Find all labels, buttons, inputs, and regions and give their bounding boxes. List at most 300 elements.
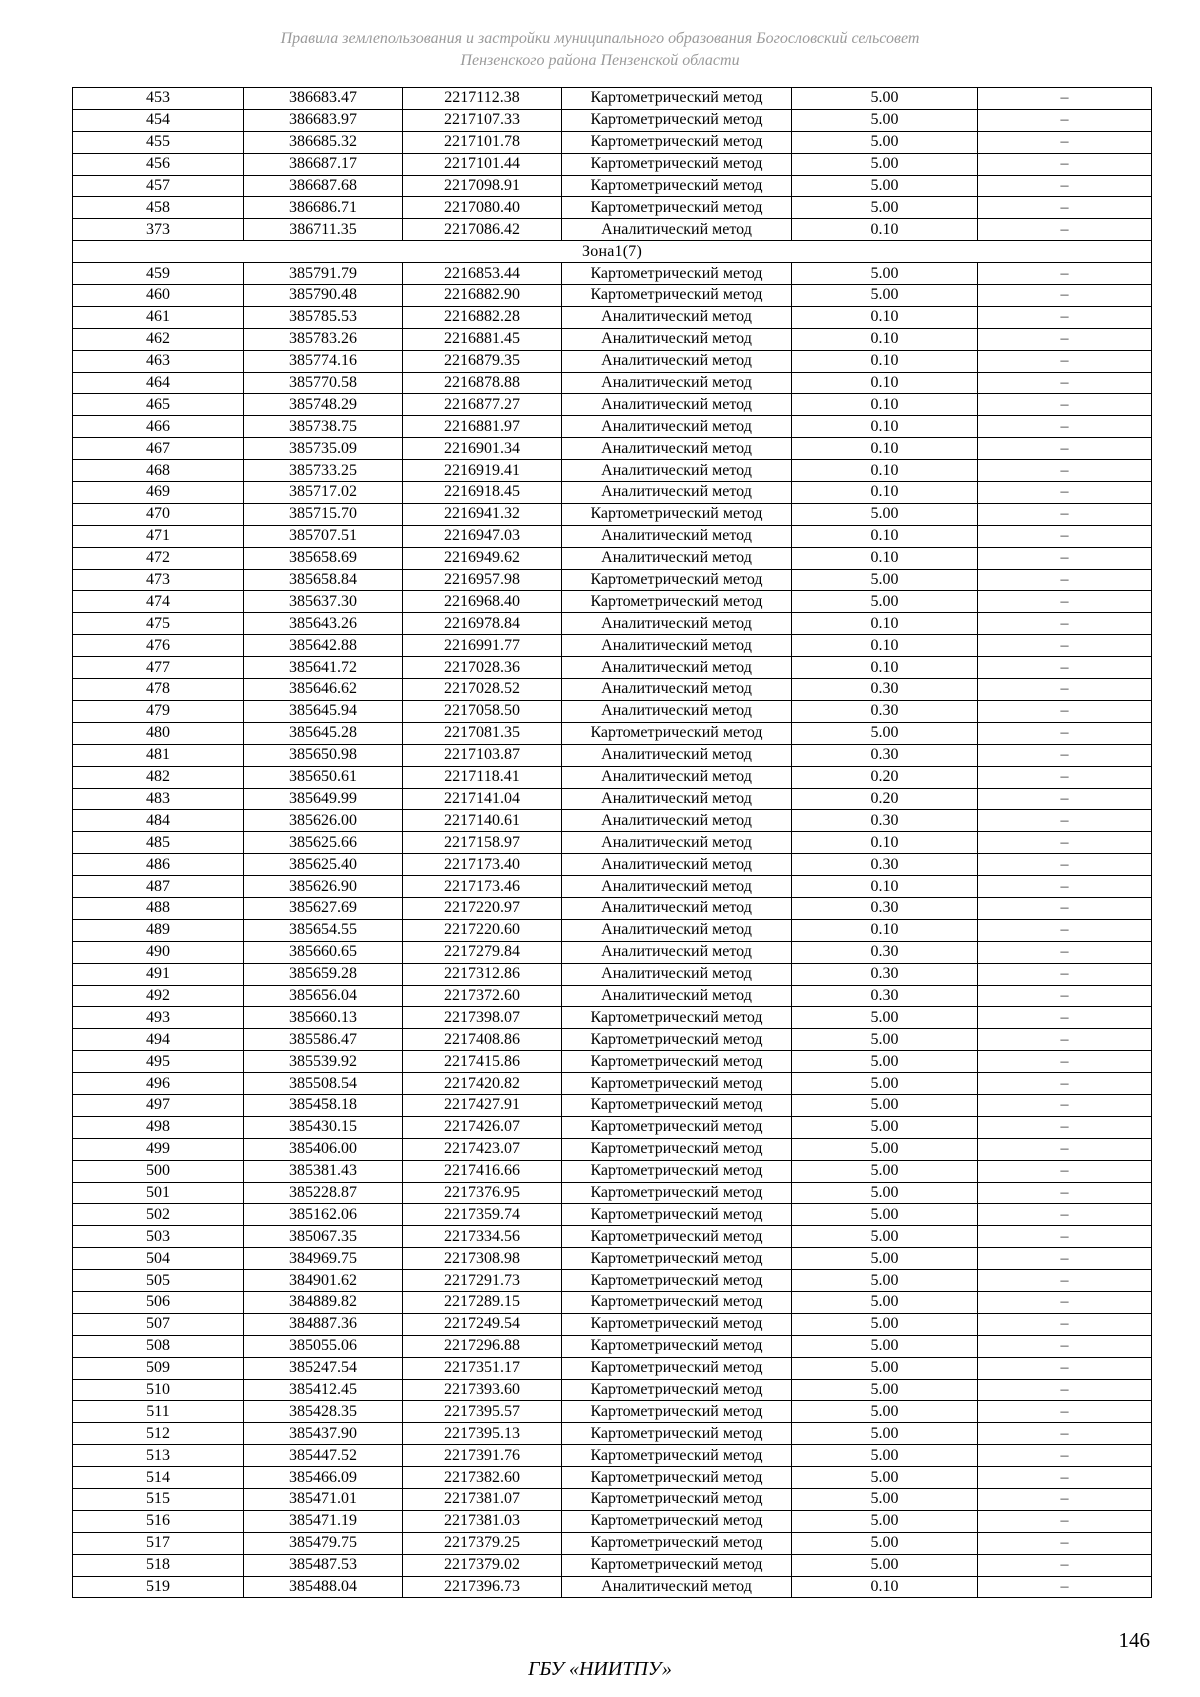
note-cell: – [978, 438, 1152, 460]
table-row [73, 897, 1152, 919]
table-row [73, 1554, 1152, 1576]
y-coordinate-cell: 2216918.45 [403, 482, 562, 504]
y-coordinate-cell: 2217395.13 [403, 1423, 562, 1445]
x-coordinate-cell: 386683.97 [244, 109, 403, 131]
method-cell: Картометрический метод [562, 1554, 792, 1576]
note-cell: – [978, 897, 1152, 919]
table-row [73, 985, 1152, 1007]
method-cell: Аналитический метод [562, 460, 792, 482]
method-cell: Картометрический метод [562, 1029, 792, 1051]
table-row [73, 153, 1152, 175]
accuracy-cell: 0.20 [792, 788, 978, 810]
table-row [73, 635, 1152, 657]
table-row [73, 1291, 1152, 1313]
y-coordinate-cell: 2217220.97 [403, 897, 562, 919]
accuracy-cell: 5.00 [792, 722, 978, 744]
table-row [73, 1226, 1152, 1248]
x-coordinate-cell: 385783.26 [244, 328, 403, 350]
y-coordinate-cell: 2216968.40 [403, 591, 562, 613]
accuracy-cell: 0.10 [792, 350, 978, 372]
note-cell: – [978, 1248, 1152, 1270]
note-cell: – [978, 657, 1152, 679]
point-number-cell: 517 [73, 1532, 244, 1554]
table-row [73, 1270, 1152, 1292]
y-coordinate-cell: 2217028.36 [403, 657, 562, 679]
y-coordinate-cell: 2216877.27 [403, 394, 562, 416]
y-coordinate-cell: 2217382.60 [403, 1467, 562, 1489]
x-coordinate-cell: 385659.28 [244, 963, 403, 985]
point-number-cell: 464 [73, 372, 244, 394]
point-number-cell: 497 [73, 1094, 244, 1116]
y-coordinate-cell: 2217081.35 [403, 722, 562, 744]
table-row [73, 525, 1152, 547]
table-row [73, 1489, 1152, 1511]
x-coordinate-cell: 385658.84 [244, 569, 403, 591]
table-row [73, 109, 1152, 131]
x-coordinate-cell: 385487.53 [244, 1554, 403, 1576]
y-coordinate-cell: 2217308.98 [403, 1248, 562, 1270]
accuracy-cell: 5.00 [792, 153, 978, 175]
method-cell: Аналитический метод [562, 372, 792, 394]
note-cell: – [978, 1226, 1152, 1248]
accuracy-cell: 5.00 [792, 591, 978, 613]
note-cell: – [978, 722, 1152, 744]
note-cell: – [978, 635, 1152, 657]
method-cell: Картометрический метод [562, 175, 792, 197]
x-coordinate-cell: 385650.98 [244, 744, 403, 766]
header-line-2: Пензенского района Пензенской области [460, 52, 740, 69]
y-coordinate-cell: 2217220.60 [403, 919, 562, 941]
table-row [73, 1116, 1152, 1138]
y-coordinate-cell: 2217291.73 [403, 1270, 562, 1292]
method-cell: Аналитический метод [562, 328, 792, 350]
table-row [73, 306, 1152, 328]
method-cell: Картометрический метод [562, 1291, 792, 1313]
note-cell: – [978, 1160, 1152, 1182]
table-row [73, 941, 1152, 963]
method-cell: Картометрический метод [562, 1467, 792, 1489]
method-cell: Аналитический метод [562, 613, 792, 635]
accuracy-cell: 0.10 [792, 219, 978, 241]
note-cell: – [978, 153, 1152, 175]
note-cell: – [978, 700, 1152, 722]
y-coordinate-cell: 2217420.82 [403, 1073, 562, 1095]
note-cell: – [978, 1313, 1152, 1335]
point-number-cell: 502 [73, 1204, 244, 1226]
table-row [73, 503, 1152, 525]
table-row [73, 394, 1152, 416]
y-coordinate-cell: 2216949.62 [403, 547, 562, 569]
table-row [73, 876, 1152, 898]
method-cell: Картометрический метод [562, 591, 792, 613]
note-cell: – [978, 1489, 1152, 1511]
x-coordinate-cell: 385447.52 [244, 1445, 403, 1467]
point-number-cell: 504 [73, 1248, 244, 1270]
table-row [73, 1445, 1152, 1467]
x-coordinate-cell: 385479.75 [244, 1532, 403, 1554]
accuracy-cell: 0.30 [792, 941, 978, 963]
zone-label: Зона1(7) [73, 241, 1152, 263]
accuracy-cell: 0.10 [792, 460, 978, 482]
y-coordinate-cell: 2217395.57 [403, 1401, 562, 1423]
accuracy-cell: 0.10 [792, 482, 978, 504]
method-cell: Аналитический метод [562, 525, 792, 547]
y-coordinate-cell: 2217415.86 [403, 1051, 562, 1073]
y-coordinate-cell: 2217289.15 [403, 1291, 562, 1313]
point-number-cell: 480 [73, 722, 244, 744]
accuracy-cell: 0.10 [792, 416, 978, 438]
point-number-cell: 506 [73, 1291, 244, 1313]
method-cell: Картометрический метод [562, 569, 792, 591]
y-coordinate-cell: 2216881.45 [403, 328, 562, 350]
accuracy-cell: 5.00 [792, 1423, 978, 1445]
table-row [73, 175, 1152, 197]
y-coordinate-cell: 2217107.33 [403, 109, 562, 131]
table-row [73, 788, 1152, 810]
method-cell: Картометрический метод [562, 1116, 792, 1138]
accuracy-cell: 5.00 [792, 1204, 978, 1226]
accuracy-cell: 5.00 [792, 131, 978, 153]
note-cell: – [978, 613, 1152, 635]
x-coordinate-cell: 385748.29 [244, 394, 403, 416]
x-coordinate-cell: 385488.04 [244, 1576, 403, 1598]
table-row [73, 1576, 1152, 1598]
point-number-cell: 460 [73, 285, 244, 307]
x-coordinate-cell: 385645.94 [244, 700, 403, 722]
y-coordinate-cell: 2217359.74 [403, 1204, 562, 1226]
table-row [73, 744, 1152, 766]
y-coordinate-cell: 2217098.91 [403, 175, 562, 197]
note-cell: – [978, 1094, 1152, 1116]
y-coordinate-cell: 2217101.78 [403, 131, 562, 153]
x-coordinate-cell: 385586.47 [244, 1029, 403, 1051]
accuracy-cell: 5.00 [792, 1489, 978, 1511]
x-coordinate-cell: 385735.09 [244, 438, 403, 460]
y-coordinate-cell: 2217393.60 [403, 1379, 562, 1401]
x-coordinate-cell: 386687.17 [244, 153, 403, 175]
note-cell: – [978, 1510, 1152, 1532]
point-number-cell: 471 [73, 525, 244, 547]
y-coordinate-cell: 2216978.84 [403, 613, 562, 635]
note-cell: – [978, 1182, 1152, 1204]
accuracy-cell: 5.00 [792, 1270, 978, 1292]
note-cell: – [978, 416, 1152, 438]
table-row [73, 722, 1152, 744]
accuracy-cell: 5.00 [792, 1313, 978, 1335]
table-row [73, 328, 1152, 350]
point-number-cell: 493 [73, 1007, 244, 1029]
x-coordinate-cell: 385656.04 [244, 985, 403, 1007]
method-cell: Картометрический метод [562, 1007, 792, 1029]
note-cell: – [978, 372, 1152, 394]
note-cell: – [978, 832, 1152, 854]
point-number-cell: 499 [73, 1138, 244, 1160]
y-coordinate-cell: 2217379.02 [403, 1554, 562, 1576]
y-coordinate-cell: 2217396.73 [403, 1576, 562, 1598]
method-cell: Аналитический метод [562, 438, 792, 460]
y-coordinate-cell: 2217296.88 [403, 1335, 562, 1357]
point-number-cell: 465 [73, 394, 244, 416]
x-coordinate-cell: 385626.90 [244, 876, 403, 898]
point-number-cell: 485 [73, 832, 244, 854]
x-coordinate-cell: 385430.15 [244, 1116, 403, 1138]
point-number-cell: 462 [73, 328, 244, 350]
table-row [73, 1357, 1152, 1379]
accuracy-cell: 0.10 [792, 1576, 978, 1598]
point-number-cell: 488 [73, 897, 244, 919]
y-coordinate-cell: 2216882.90 [403, 285, 562, 307]
accuracy-cell: 5.00 [792, 1226, 978, 1248]
accuracy-cell: 5.00 [792, 1335, 978, 1357]
x-coordinate-cell: 385471.19 [244, 1510, 403, 1532]
accuracy-cell: 0.10 [792, 832, 978, 854]
method-cell: Аналитический метод [562, 766, 792, 788]
method-cell: Аналитический метод [562, 985, 792, 1007]
accuracy-cell: 0.30 [792, 744, 978, 766]
y-coordinate-cell: 2217372.60 [403, 985, 562, 1007]
table-row [73, 416, 1152, 438]
point-number-cell: 453 [73, 88, 244, 110]
y-coordinate-cell: 2217381.07 [403, 1489, 562, 1511]
note-cell: – [978, 1291, 1152, 1313]
note-cell: – [978, 876, 1152, 898]
x-coordinate-cell: 385539.92 [244, 1051, 403, 1073]
x-coordinate-cell: 385437.90 [244, 1423, 403, 1445]
method-cell: Аналитический метод [562, 350, 792, 372]
method-cell: Аналитический метод [562, 1576, 792, 1598]
table-row [73, 700, 1152, 722]
point-number-cell: 474 [73, 591, 244, 613]
x-coordinate-cell: 385643.26 [244, 613, 403, 635]
method-cell: Аналитический метод [562, 744, 792, 766]
table-row [73, 591, 1152, 613]
point-number-cell: 513 [73, 1445, 244, 1467]
x-coordinate-cell: 385458.18 [244, 1094, 403, 1116]
x-coordinate-cell: 385381.43 [244, 1160, 403, 1182]
point-number-cell: 500 [73, 1160, 244, 1182]
method-cell: Картометрический метод [562, 1510, 792, 1532]
x-coordinate-cell: 385790.48 [244, 285, 403, 307]
table-row [73, 547, 1152, 569]
y-coordinate-cell: 2217118.41 [403, 766, 562, 788]
method-cell: Аналитический метод [562, 700, 792, 722]
table-row [73, 1401, 1152, 1423]
note-cell: – [978, 197, 1152, 219]
point-number-cell: 518 [73, 1554, 244, 1576]
note-cell: – [978, 1270, 1152, 1292]
y-coordinate-cell: 2217426.07 [403, 1116, 562, 1138]
y-coordinate-cell: 2217376.95 [403, 1182, 562, 1204]
note-cell: – [978, 1532, 1152, 1554]
method-cell: Картометрический метод [562, 1445, 792, 1467]
note-cell: – [978, 1379, 1152, 1401]
note-cell: – [978, 306, 1152, 328]
document-footer: ГБУ «НИИТПУ» [528, 1658, 672, 1680]
table-row [73, 350, 1152, 372]
y-coordinate-cell: 2217279.84 [403, 941, 562, 963]
point-number-cell: 484 [73, 810, 244, 832]
note-cell: – [978, 766, 1152, 788]
method-cell: Аналитический метод [562, 963, 792, 985]
table-row [73, 1313, 1152, 1335]
accuracy-cell: 0.10 [792, 547, 978, 569]
x-coordinate-cell: 384969.75 [244, 1248, 403, 1270]
accuracy-cell: 5.00 [792, 503, 978, 525]
note-cell: – [978, 109, 1152, 131]
y-coordinate-cell: 2217173.40 [403, 854, 562, 876]
point-number-cell: 512 [73, 1423, 244, 1445]
x-coordinate-cell: 385733.25 [244, 460, 403, 482]
x-coordinate-cell: 385508.54 [244, 1073, 403, 1095]
method-cell: Аналитический метод [562, 635, 792, 657]
y-coordinate-cell: 2216941.32 [403, 503, 562, 525]
method-cell: Картометрический метод [562, 1532, 792, 1554]
x-coordinate-cell: 385660.65 [244, 941, 403, 963]
point-number-cell: 481 [73, 744, 244, 766]
accuracy-cell: 0.10 [792, 876, 978, 898]
note-cell: – [978, 175, 1152, 197]
point-number-cell: 466 [73, 416, 244, 438]
accuracy-cell: 0.30 [792, 897, 978, 919]
y-coordinate-cell: 2217101.44 [403, 153, 562, 175]
table-row [73, 854, 1152, 876]
x-coordinate-cell: 385626.00 [244, 810, 403, 832]
y-coordinate-cell: 2217086.42 [403, 219, 562, 241]
point-number-cell: 503 [73, 1226, 244, 1248]
point-number-cell: 483 [73, 788, 244, 810]
table-row [73, 613, 1152, 635]
note-cell: – [978, 963, 1152, 985]
note-cell: – [978, 1138, 1152, 1160]
method-cell: Аналитический метод [562, 919, 792, 941]
method-cell: Аналитический метод [562, 876, 792, 898]
note-cell: – [978, 941, 1152, 963]
accuracy-cell: 5.00 [792, 1467, 978, 1489]
accuracy-cell: 0.10 [792, 394, 978, 416]
header-line-1: Правила землепользования и застройки муниципального образования Богословский сельсовет [280, 30, 920, 47]
note-cell: – [978, 1007, 1152, 1029]
x-coordinate-cell: 385471.01 [244, 1489, 403, 1511]
y-coordinate-cell: 2217398.07 [403, 1007, 562, 1029]
method-cell: Аналитический метод [562, 394, 792, 416]
y-coordinate-cell: 2217112.38 [403, 88, 562, 110]
method-cell: Картометрический метод [562, 131, 792, 153]
y-coordinate-cell: 2217080.40 [403, 197, 562, 219]
y-coordinate-cell: 2217416.66 [403, 1160, 562, 1182]
table-row [73, 1094, 1152, 1116]
accuracy-cell: 0.10 [792, 657, 978, 679]
page-number: 146 [1118, 1628, 1150, 1652]
method-cell: Аналитический метод [562, 482, 792, 504]
table-row [73, 263, 1152, 285]
note-cell: – [978, 569, 1152, 591]
point-number-cell: 458 [73, 197, 244, 219]
y-coordinate-cell: 2217351.17 [403, 1357, 562, 1379]
method-cell: Картометрический метод [562, 1489, 792, 1511]
method-cell: Аналитический метод [562, 547, 792, 569]
note-cell: – [978, 1467, 1152, 1489]
accuracy-cell: 5.00 [792, 1401, 978, 1423]
note-cell: – [978, 219, 1152, 241]
note-cell: – [978, 679, 1152, 701]
table-row [73, 88, 1152, 110]
x-coordinate-cell: 385055.06 [244, 1335, 403, 1357]
table-row [73, 1423, 1152, 1445]
accuracy-cell: 5.00 [792, 1160, 978, 1182]
y-coordinate-cell: 2217141.04 [403, 788, 562, 810]
point-number-cell: 494 [73, 1029, 244, 1051]
table-row [73, 482, 1152, 504]
table-row [73, 1160, 1152, 1182]
x-coordinate-cell: 385707.51 [244, 525, 403, 547]
note-cell: – [978, 525, 1152, 547]
table-row [73, 1051, 1152, 1073]
table-row [73, 460, 1152, 482]
note-cell: – [978, 919, 1152, 941]
y-coordinate-cell: 2216881.97 [403, 416, 562, 438]
y-coordinate-cell: 2217058.50 [403, 700, 562, 722]
y-coordinate-cell: 2216879.35 [403, 350, 562, 372]
x-coordinate-cell: 385162.06 [244, 1204, 403, 1226]
point-number-cell: 509 [73, 1357, 244, 1379]
x-coordinate-cell: 385641.72 [244, 657, 403, 679]
point-number-cell: 490 [73, 941, 244, 963]
note-cell: – [978, 1051, 1152, 1073]
point-number-cell: 467 [73, 438, 244, 460]
method-cell: Картометрический метод [562, 503, 792, 525]
table-row [73, 1379, 1152, 1401]
point-number-cell: 455 [73, 131, 244, 153]
accuracy-cell: 5.00 [792, 1051, 978, 1073]
table-row [73, 1007, 1152, 1029]
x-coordinate-cell: 386711.35 [244, 219, 403, 241]
note-cell: – [978, 1029, 1152, 1051]
point-number-cell: 496 [73, 1073, 244, 1095]
method-cell: Картометрический метод [562, 1357, 792, 1379]
table-row [73, 766, 1152, 788]
x-coordinate-cell: 384887.36 [244, 1313, 403, 1335]
x-coordinate-cell: 385428.35 [244, 1401, 403, 1423]
x-coordinate-cell: 385650.61 [244, 766, 403, 788]
x-coordinate-cell: 385715.70 [244, 503, 403, 525]
note-cell: – [978, 1554, 1152, 1576]
note-cell: – [978, 131, 1152, 153]
point-number-cell: 486 [73, 854, 244, 876]
point-number-cell: 373 [73, 219, 244, 241]
coordinates-table-body [73, 88, 1152, 1598]
point-number-cell: 511 [73, 1401, 244, 1423]
accuracy-cell: 5.00 [792, 1445, 978, 1467]
coordinates-table [72, 87, 1152, 1598]
y-coordinate-cell: 2217408.86 [403, 1029, 562, 1051]
accuracy-cell: 5.00 [792, 109, 978, 131]
note-cell: – [978, 482, 1152, 504]
note-cell: – [978, 1576, 1152, 1598]
point-number-cell: 477 [73, 657, 244, 679]
method-cell: Картометрический метод [562, 1226, 792, 1248]
point-number-cell: 519 [73, 1576, 244, 1598]
method-cell: Аналитический метод [562, 679, 792, 701]
method-cell: Картометрический метод [562, 1248, 792, 1270]
x-coordinate-cell: 385658.69 [244, 547, 403, 569]
point-number-cell: 492 [73, 985, 244, 1007]
y-coordinate-cell: 2216991.77 [403, 635, 562, 657]
x-coordinate-cell: 385642.88 [244, 635, 403, 657]
table-row [73, 1532, 1152, 1554]
accuracy-cell: 0.10 [792, 635, 978, 657]
x-coordinate-cell: 385625.66 [244, 832, 403, 854]
table-row [73, 963, 1152, 985]
